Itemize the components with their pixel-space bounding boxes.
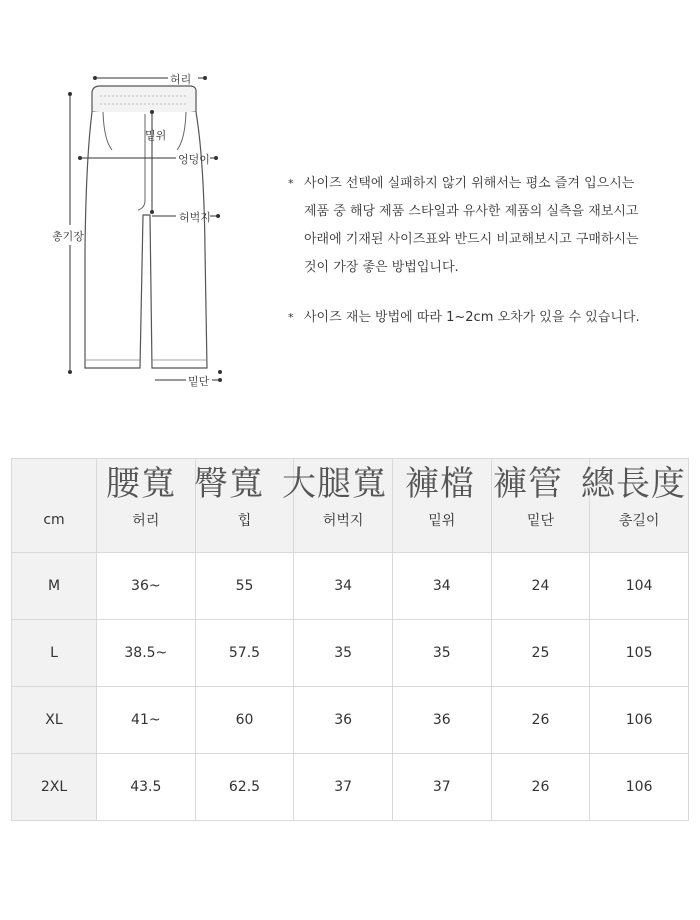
thigh-label: 허벅지 bbox=[179, 211, 211, 224]
value-cell: 26 bbox=[491, 687, 590, 754]
value-cell: 35 bbox=[392, 620, 491, 687]
value-cell: 34 bbox=[294, 553, 393, 620]
value-cell: 55 bbox=[195, 553, 294, 620]
size-cell: M bbox=[12, 553, 97, 620]
note-line: 사이즈 재는 방법에 따라 1~2cm 오차가 있을 수 있습니다. bbox=[304, 310, 640, 325]
value-cell: 106 bbox=[590, 754, 689, 821]
table-row bbox=[12, 687, 689, 754]
corner-unit: cm bbox=[12, 459, 97, 553]
note-measurement-error bbox=[288, 304, 688, 332]
value-cell: 24 bbox=[491, 553, 590, 620]
header-hem: 밑단 bbox=[491, 459, 590, 553]
header-thigh: 허벅지 bbox=[294, 459, 393, 553]
value-cell: 43.5 bbox=[97, 754, 196, 821]
cjk-label-hip: 臀寬 bbox=[194, 464, 264, 504]
note-line: 것이 가장 좋은 방법입니다. bbox=[304, 260, 459, 275]
header-hip: 힙 bbox=[195, 459, 294, 553]
note-size-selection bbox=[288, 170, 688, 282]
value-cell: 60 bbox=[195, 687, 294, 754]
chinese-header-labels bbox=[106, 456, 700, 505]
note-line: 제품 중 해당 제품 스타일과 유사한 제품의 실측을 재보시고 bbox=[304, 204, 639, 219]
value-cell: 106 bbox=[590, 687, 689, 754]
note-line: 아래에 기재된 사이즈표와 반드시 비교해보시고 구매하시는 bbox=[304, 232, 639, 247]
value-cell: 105 bbox=[590, 620, 689, 687]
table-row bbox=[12, 620, 689, 687]
value-cell: 41~ bbox=[97, 687, 196, 754]
size-cell: L bbox=[12, 620, 97, 687]
table-row bbox=[12, 553, 689, 620]
size-table bbox=[11, 458, 689, 821]
size-cell: 2XL bbox=[12, 754, 97, 821]
cjk-label-rise: 褲檔 bbox=[405, 464, 475, 504]
cjk-label-thigh: 大腿寬 bbox=[282, 464, 387, 504]
value-cell: 57.5 bbox=[195, 620, 294, 687]
size-cell: XL bbox=[12, 687, 97, 754]
value-cell: 38.5~ bbox=[97, 620, 196, 687]
note-bullet: * bbox=[288, 311, 294, 324]
note-line: 사이즈 선택에 실패하지 않기 위해서는 평소 즐겨 입으시는 bbox=[304, 176, 635, 191]
value-cell: 62.5 bbox=[195, 754, 294, 821]
value-cell: 37 bbox=[392, 754, 491, 821]
header-total-length: 총길이 bbox=[590, 459, 689, 553]
waist-label: 허리 bbox=[170, 73, 192, 86]
value-cell: 35 bbox=[294, 620, 393, 687]
value-cell: 25 bbox=[491, 620, 590, 687]
size-notes bbox=[288, 170, 688, 354]
value-cell: 36 bbox=[392, 687, 491, 754]
value-cell: 36 bbox=[294, 687, 393, 754]
hem-label: 밑단 bbox=[188, 375, 210, 388]
header-rise: 밑위 bbox=[392, 459, 491, 553]
cjk-label-waist: 腰寬 bbox=[106, 464, 176, 504]
rise-label: 밑위 bbox=[145, 129, 167, 142]
header-waist: 허리 bbox=[97, 459, 196, 553]
hip-label: 엉덩이 bbox=[178, 153, 210, 166]
cjk-label-total-length: 總長度 bbox=[581, 464, 686, 504]
value-cell: 34 bbox=[392, 553, 491, 620]
cjk-label-hem: 褲管 bbox=[493, 464, 563, 504]
value-cell: 37 bbox=[294, 754, 393, 821]
value-cell: 36~ bbox=[97, 553, 196, 620]
pants-measurement-diagram bbox=[0, 0, 260, 400]
table-row bbox=[12, 754, 689, 821]
total-length-label: 총기장 bbox=[52, 230, 84, 243]
value-cell: 26 bbox=[491, 754, 590, 821]
value-cell: 104 bbox=[590, 553, 689, 620]
pants-illustration bbox=[0, 0, 260, 400]
note-bullet: * bbox=[288, 177, 294, 190]
